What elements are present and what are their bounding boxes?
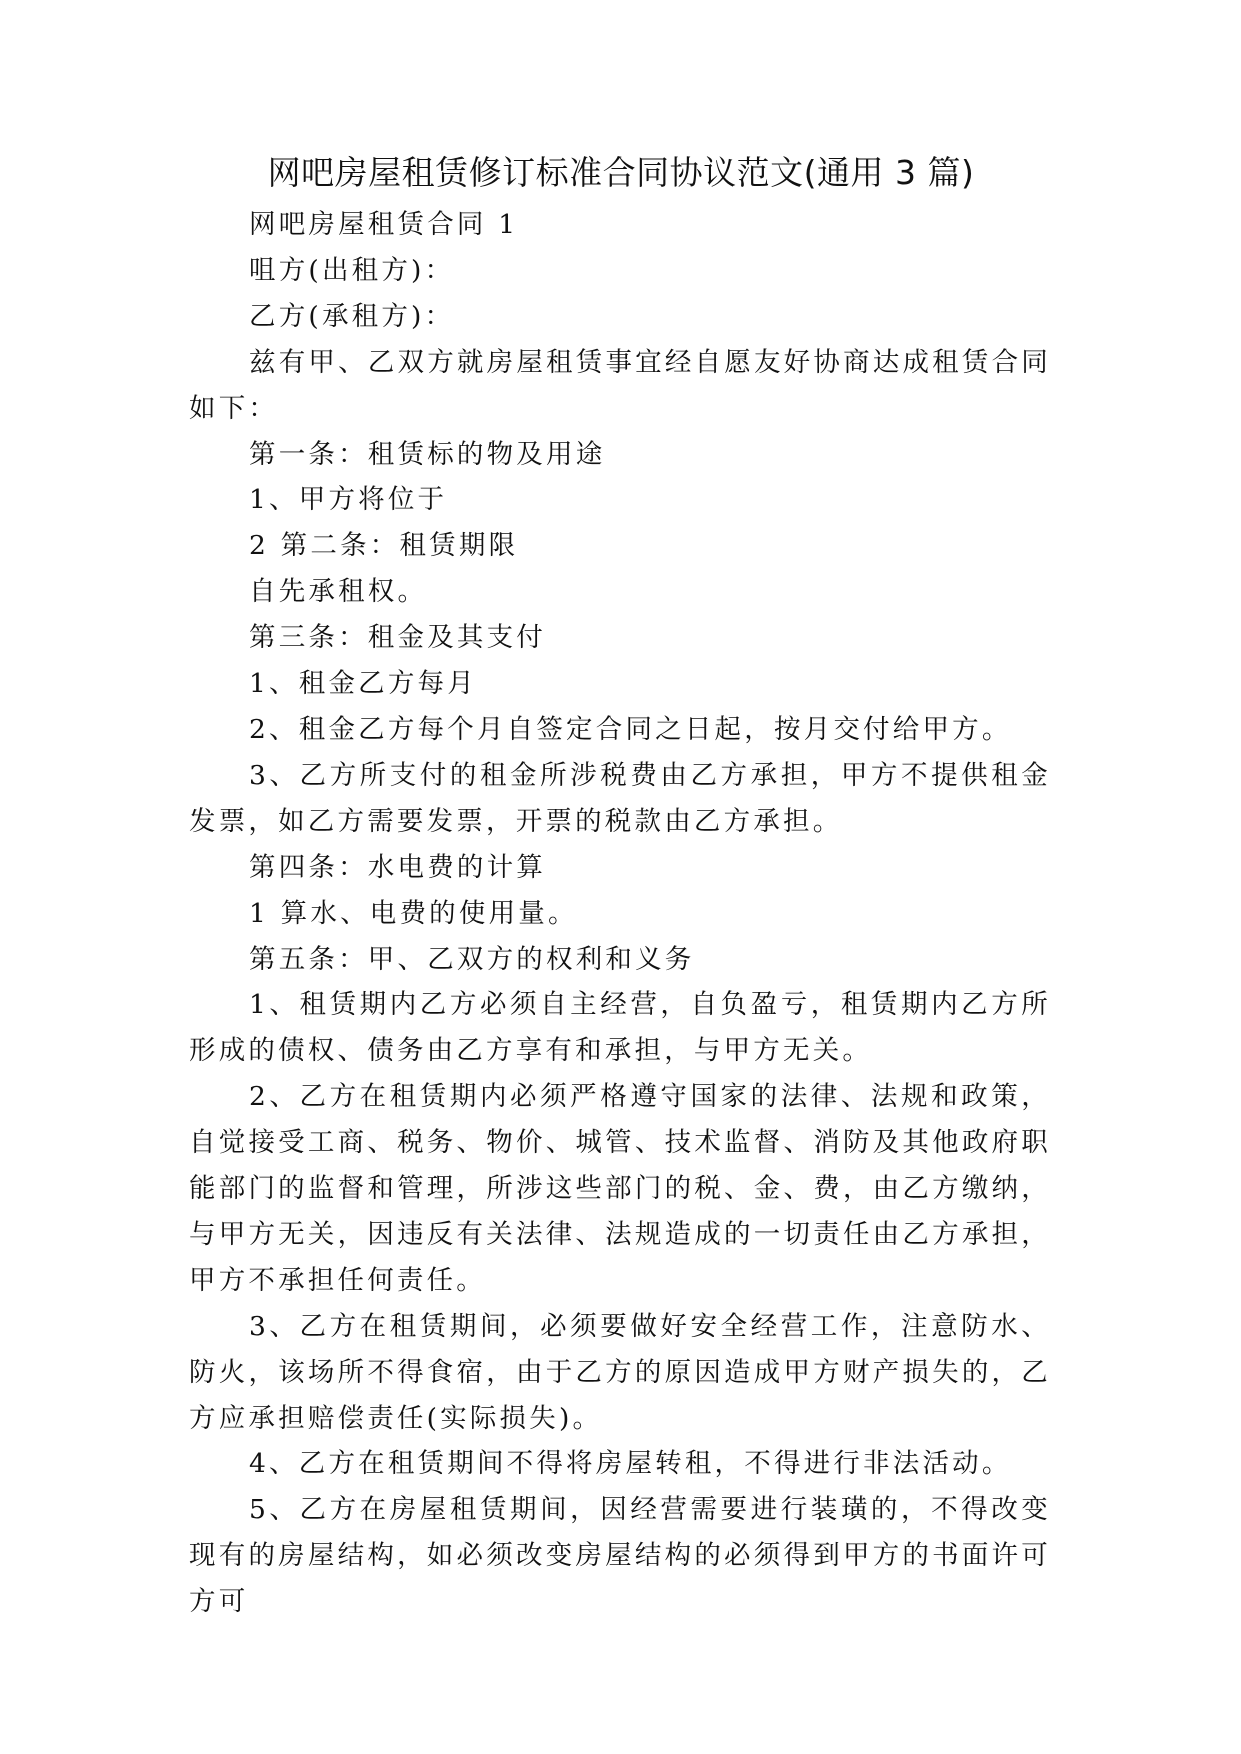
article-5-heading: 第五条：甲、乙双方的权利和义务	[249, 943, 695, 975]
preamble-paragraph: 兹有甲、乙双方就房屋租赁事宜经自愿友好协商达成租赁合同如下：	[189, 346, 1051, 424]
article-5-item-2: 2、乙方在租赁期内必须严格遵守国家的法律、法规和政策，自觉接受工商、税务、物价、城管、技术监督、消防及其他政府职能部门的监督和管理，所涉这些部门的税、金、费，由乙方缴纳，与甲方无关，因违反有关法律、法规造成的一切责任由乙方承担，甲方不承担任何责任。	[189, 1081, 1051, 1296]
document-body	[189, 202, 1051, 1625]
article-3-item-2: 2、租金乙方每个月自签定合同之日起，按月交付给甲方。	[249, 713, 1012, 745]
article-4-item-1: 1 算水、电费的使用量。	[249, 897, 578, 929]
article-3-item-1: 1、租金乙方每月	[249, 668, 477, 700]
contract-heading: 网吧房屋租赁合同 1	[249, 209, 519, 240]
article-4-heading: 第四条：水电费的计算	[249, 851, 546, 883]
article-1-item-1: 1、甲方将位于	[249, 484, 448, 516]
party-a-line: 咀方(出租方)：	[249, 254, 455, 286]
party-b-line: 乙方(承租方)：	[249, 300, 455, 332]
article-3-heading: 第三条：租金及其支付	[249, 622, 546, 654]
article-5-item-1: 1、租赁期内乙方必须自主经营，自负盈亏，租赁期内乙方所形成的债权、债务由乙方享有和承担，与甲方无关。	[189, 989, 1051, 1067]
article-1-heading: 第一条：租赁标的物及用途	[249, 438, 606, 470]
article-5-item-5: 5、乙方在房屋租赁期间，因经营需要进行装璜的，不得改变现有的房屋结构，如必须改变房屋结构的必须得到甲方的书面许可方可	[189, 1494, 1051, 1618]
document-title: 网吧房屋租赁修订标准合同协议范文(通用 3 篇)	[267, 153, 975, 192]
article-5-item-3: 3、乙方在租赁期间，必须要做好安全经营工作，注意防水、防火，该场所不得食宿，由于乙方的原因造成甲方财产损失的，乙方应承担赔偿责任(实际损失)。	[189, 1310, 1051, 1434]
article-5-item-4: 4、乙方在租赁期间不得将房屋转租，不得进行非法活动。	[249, 1448, 1012, 1480]
article-2-text: 自先承租权。	[249, 576, 428, 608]
article-2-heading: 2 第二条：租赁期限	[249, 530, 519, 562]
article-3-item-3: 3、乙方所支付的租金所涉税费由乙方承担，甲方不提供租金发票，如乙方需要发票，开票的税款由乙方承担。	[189, 759, 1051, 837]
